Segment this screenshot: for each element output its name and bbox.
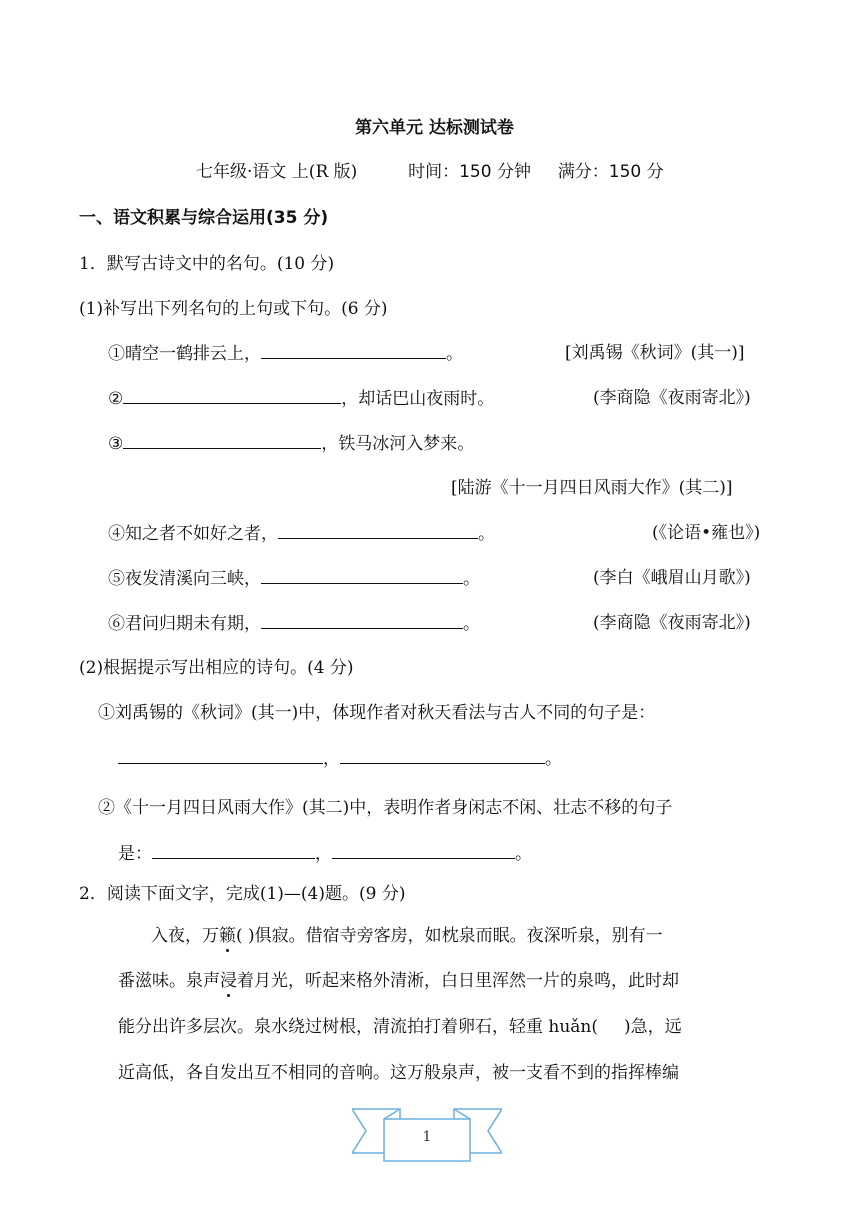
hint-item-2: ②《十一月四日风雨大作》(其二)中，表明作者身闲志不闲、壮志不移的句子 [98, 798, 673, 818]
poem-item-3 [108, 432, 474, 455]
passage-text: 能分出许多层次。泉水绕过树根，清流拍打着卵石，轻重 huǎn( [118, 1017, 599, 1037]
page-number: 1 [422, 1129, 432, 1145]
answer-blank[interactable] [152, 842, 315, 859]
poem-source: [刘禹锡《秋词》(其一)] [565, 343, 745, 363]
period: 。 [545, 749, 562, 769]
poem-item-text: ①晴空一鹤排云上， [108, 344, 261, 364]
poem-item-text: ，却话巴山夜雨时。 [341, 389, 495, 409]
poem-item-text: ④知之者不如好之者， [108, 524, 278, 544]
hint-item-1: ①刘禹锡的《秋词》(其一)中，体现作者对秋天看法与古人不同的句子是： [98, 703, 656, 723]
answer-blank[interactable] [332, 842, 515, 859]
hint-item-1-answer [118, 747, 562, 770]
passage-line-3 [118, 1016, 682, 1038]
answer-blank[interactable] [261, 342, 446, 359]
hint-item-2-cont: 是： [118, 844, 152, 864]
exam-subtitle [196, 161, 664, 183]
answer-blank[interactable] [123, 432, 321, 449]
question-1-part-2-label: (2)根据提示写出相应的诗句。(4 分) [79, 658, 354, 678]
poem-item-2 [108, 387, 494, 410]
passage-line-2 [118, 970, 679, 992]
poem-item-text: ③ [108, 434, 124, 454]
poem-item-text: ② [108, 389, 124, 409]
period: 。 [515, 844, 532, 864]
answer-blank[interactable] [261, 567, 463, 584]
poem-source: (《论语•雍也》) [652, 523, 761, 543]
poem-item-text: 。 [446, 344, 463, 364]
poem-item-text: ⑥君问归期未有期， [108, 614, 261, 634]
page-footer [352, 1103, 502, 1165]
passage-text: 着月光，听起来格外清淅，白日里浑然一片的泉鸣，此时却 [237, 971, 679, 991]
page-title: 第六单元 达标测试卷 [355, 118, 514, 138]
dotted-char: 籁 [219, 926, 236, 946]
poem-item-text: 。 [478, 524, 495, 544]
dotted-char: 浸 [220, 971, 237, 991]
poem-item-text: 。 [463, 614, 480, 634]
passage-line-4: 近高低，各自发出互不相同的音响。这万般泉声，被一支看不到的指挥棒编 [118, 1063, 679, 1083]
passage-text: ( )俱寂。借宿寺旁客房，如枕泉而眠。夜深听泉，别有一 [236, 926, 663, 946]
poem-item-text: ，铁马冰河入梦来。 [321, 434, 475, 454]
question-2-label: 2．阅读下面文字，完成(1)—(4)题。(9 分) [79, 884, 406, 904]
score-value: 150 分 [608, 162, 664, 182]
answer-blank[interactable] [261, 612, 463, 629]
time-value: 150 分钟 [459, 162, 531, 182]
comma: ， [315, 844, 332, 864]
grade-subject: 七年级·语文 上(R 版) [196, 162, 358, 182]
poem-item-text: 。 [463, 569, 480, 589]
score-label: 满分： [557, 162, 609, 182]
answer-blank[interactable] [278, 522, 478, 539]
poem-source: [陆游《十一月四日风雨大作》(其二)] [451, 478, 733, 498]
passage-text: 入夜，万 [151, 926, 219, 946]
question-1-label: 1．默写古诗文中的名句。(10 分) [79, 254, 335, 274]
poem-item-5 [108, 567, 480, 590]
time-label: 时间： [408, 162, 460, 182]
poem-item-4 [108, 522, 495, 545]
poem-source: (李商隐《夜雨寄北》) [593, 613, 751, 633]
poem-item-text: ⑤夜发清溪向三峡， [108, 569, 261, 589]
answer-blank[interactable] [118, 747, 323, 764]
passage-text: 番滋味。泉声 [118, 971, 220, 991]
hint-item-2-answer [118, 842, 532, 865]
poem-source: (李白《峨眉山月歌》) [593, 568, 751, 588]
question-1-part-1-label: (1)补写出下列名句的上句或下句。(6 分) [79, 299, 388, 319]
comma: ， [323, 749, 340, 769]
answer-blank[interactable] [340, 747, 545, 764]
passage-text: )急，远 [624, 1017, 682, 1037]
poem-source: (李商隐《夜雨寄北》) [593, 388, 751, 408]
passage-line-1 [151, 925, 663, 947]
poem-item-1 [108, 342, 463, 365]
section-heading: 一、语文积累与综合运用(35 分) [79, 208, 329, 228]
answer-blank[interactable] [123, 387, 341, 404]
poem-item-6 [108, 612, 480, 635]
